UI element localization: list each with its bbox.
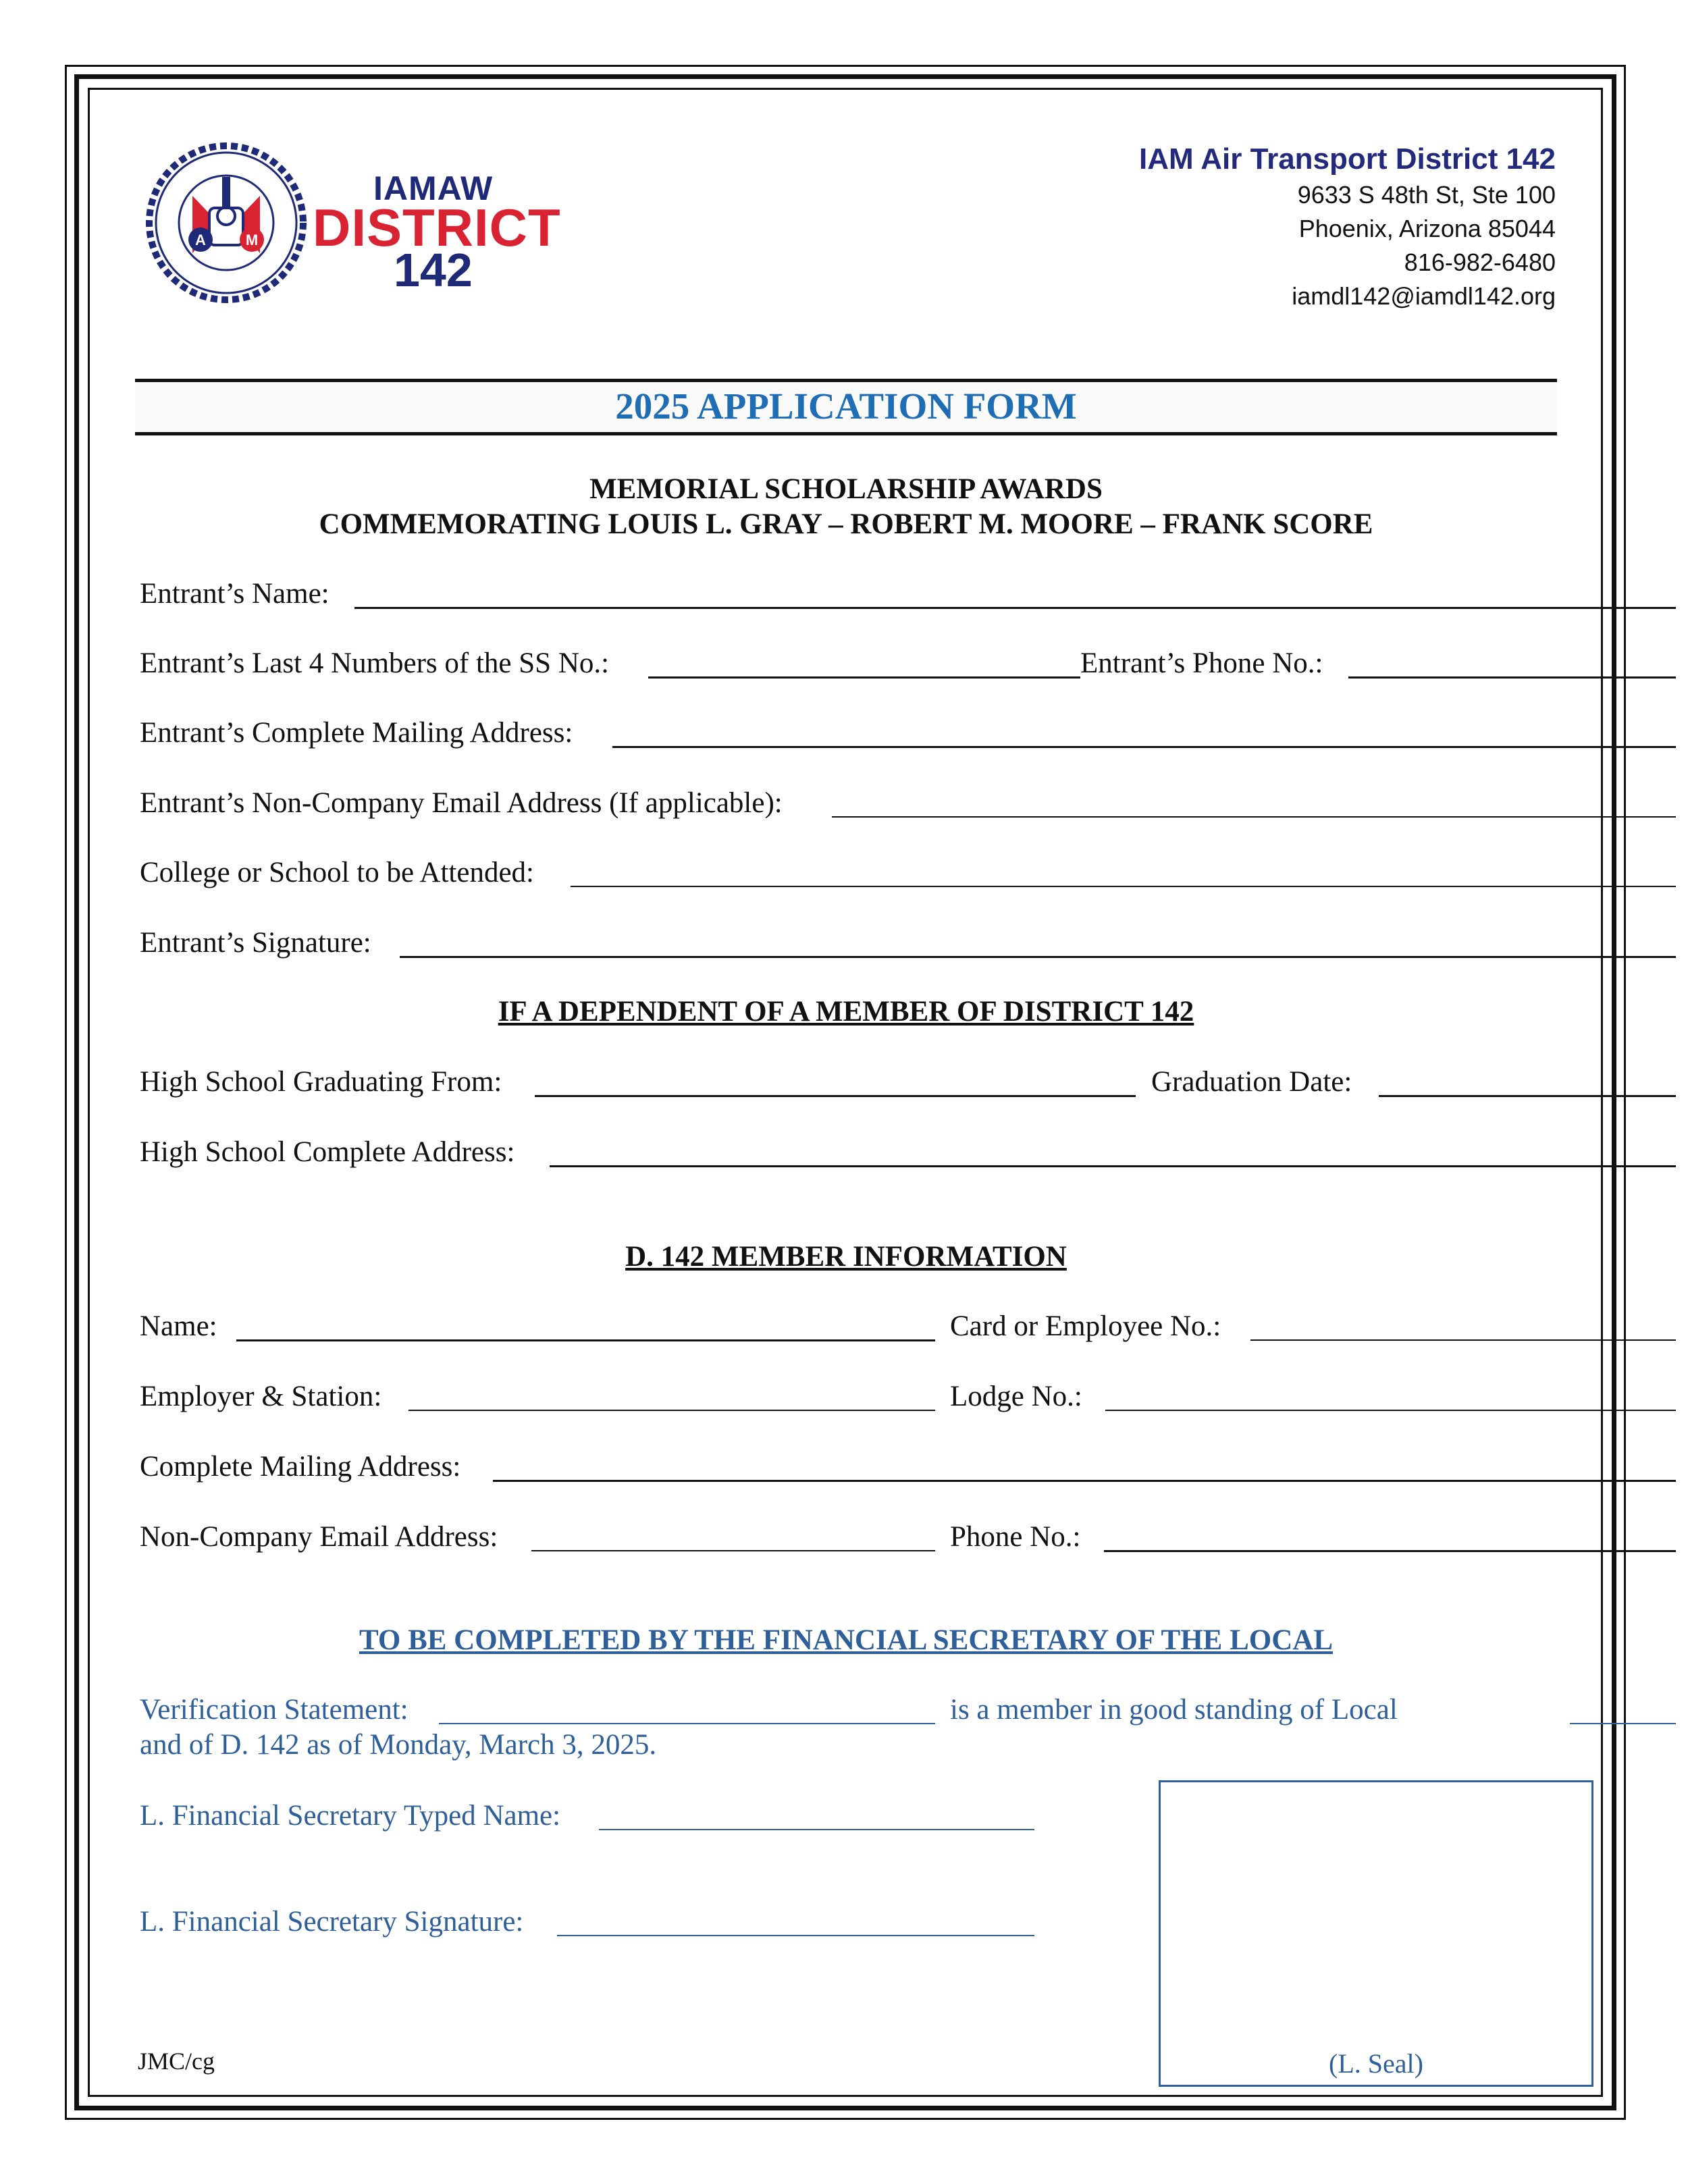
verification-date-text: and of D. 142 as of Monday, March 3, 2025. [140, 1729, 657, 1761]
org-name: IAM Air Transport District 142 [1139, 142, 1556, 176]
logo-wordmark-district: DISTRICT [313, 198, 561, 257]
title-rule-top [135, 379, 1557, 382]
entrant-email-row [140, 787, 1558, 824]
member-email-phone-row [140, 1520, 1558, 1558]
logo-wordmark-number: 142 [394, 244, 473, 296]
entrant-ssn-field[interactable] [648, 676, 1080, 678]
graduation-date-label: Graduation Date: [1151, 1066, 1352, 1098]
member-name-field[interactable] [236, 1339, 935, 1341]
entrant-signature-row [140, 926, 1558, 964]
entrant-ssn-label: Entrant’s Last 4 Numbers of the SS No.: [140, 647, 610, 679]
secretary-signature-field[interactable] [557, 1935, 1034, 1936]
employer-field[interactable] [408, 1410, 935, 1411]
entrant-mailing-field[interactable] [612, 746, 1676, 748]
high-school-field[interactable] [535, 1095, 1136, 1097]
contact-phone: 816-982-6480 [1404, 248, 1556, 276]
secretary-signature-label: L. Financial Secretary Signature: [140, 1906, 524, 1938]
entrant-signature-field[interactable] [400, 956, 1676, 958]
footer-initials: JMC/cg [138, 2048, 215, 2075]
contact-block [1139, 140, 1556, 313]
high-school-row [140, 1065, 1558, 1103]
entrant-phone-label: Entrant’s Phone No.: [1080, 647, 1323, 679]
street-address: 9633 S 48th St, Ste 100 [1297, 181, 1556, 209]
city-state-zip: Phoenix, Arizona 85044 [1298, 215, 1556, 242]
high-school-address-label: High School Complete Address: [140, 1136, 515, 1168]
college-label: College or School to be Attended: [140, 857, 534, 888]
college-row [140, 856, 1558, 894]
secretary-typed-name-field[interactable] [599, 1829, 1034, 1830]
local-number-field[interactable] [1570, 1723, 1676, 1724]
entrant-email-label: Entrant’s Non-Company Email Address (If applicable): [140, 787, 783, 819]
entrant-signature-label: Entrant’s Signature: [140, 927, 371, 959]
member-name-row [140, 1310, 1558, 1348]
member-phone-label: Phone No.: [950, 1521, 1081, 1553]
entrant-ssn-phone-row [140, 647, 1558, 685]
lodge-number-field[interactable] [1105, 1410, 1676, 1411]
entrant-phone-field[interactable] [1348, 676, 1676, 678]
employer-label: Employer & Station: [140, 1381, 382, 1412]
member-mailing-row [140, 1450, 1558, 1488]
secretary-typed-name-label: L. Financial Secretary Typed Name: [140, 1800, 561, 1832]
verification-member-field[interactable] [439, 1723, 935, 1724]
verification-mid-text: is a member in good standing of Local [950, 1694, 1398, 1726]
contact-email: iamdl142@iamdl142.org [1292, 282, 1556, 310]
entrant-name-field[interactable] [354, 607, 1676, 609]
lodge-number-label: Lodge No.: [950, 1381, 1082, 1412]
high-school-address-row [140, 1136, 1558, 1173]
high-school-label: High School Graduating From: [140, 1066, 502, 1098]
verification-row [140, 1693, 1558, 1731]
verification-date-row [140, 1728, 1558, 1766]
seal-box[interactable] [1159, 1780, 1593, 2087]
entrant-mailing-row [140, 716, 1558, 754]
title-rule-bottom [135, 432, 1557, 435]
svg-text:M: M [245, 232, 259, 248]
member-phone-field[interactable] [1104, 1550, 1676, 1552]
secretary-signature-row [140, 1905, 1038, 1943]
entrant-name-row [140, 577, 1558, 615]
member-email-field[interactable] [531, 1550, 935, 1551]
card-number-label: Card or Employee No.: [950, 1310, 1221, 1342]
secretary-section-heading: TO BE COMPLETED BY THE FINANCIAL SECRETARY OF THE LOCAL [359, 1624, 1334, 1656]
member-name-label: Name: [140, 1310, 217, 1342]
logo-wordmark-iamaw: IAMAW [373, 169, 494, 207]
entrant-mailing-label: Entrant’s Complete Mailing Address: [140, 717, 573, 749]
secretary-typed-name-row [140, 1799, 1038, 1837]
scholarship-heading: MEMORIAL SCHOLARSHIP AWARDS [589, 473, 1103, 505]
employer-row [140, 1380, 1558, 1418]
member-mailing-field[interactable] [493, 1480, 1676, 1482]
card-number-field[interactable] [1250, 1339, 1676, 1341]
iamaw-district-logo [145, 142, 564, 311]
entrant-email-field[interactable] [832, 816, 1676, 818]
form-title: 2025 APPLICATION FORM [615, 385, 1077, 427]
member-mailing-label: Complete Mailing Address: [140, 1451, 461, 1483]
iam-gear-seal-icon [145, 142, 307, 304]
commemoration-heading: COMMEMORATING LOUIS L. GRAY – ROBERT M. MOORE – FRANK SCORE [319, 508, 1373, 540]
college-field[interactable] [571, 886, 1676, 887]
member-section-heading: D. 142 MEMBER INFORMATION [625, 1241, 1067, 1273]
entrant-name-label: Entrant’s Name: [140, 578, 329, 610]
verification-label: Verification Statement: [140, 1694, 408, 1726]
dependent-section-heading: IF A DEPENDENT OF A MEMBER OF DISTRICT 142 [498, 996, 1194, 1028]
graduation-date-field[interactable] [1379, 1095, 1676, 1097]
seal-label: (L. Seal) [1329, 2048, 1423, 2079]
svg-text:I: I [223, 186, 229, 203]
svg-text:A: A [195, 232, 206, 248]
high-school-address-field[interactable] [550, 1165, 1676, 1167]
member-email-label: Non-Company Email Address: [140, 1521, 498, 1553]
